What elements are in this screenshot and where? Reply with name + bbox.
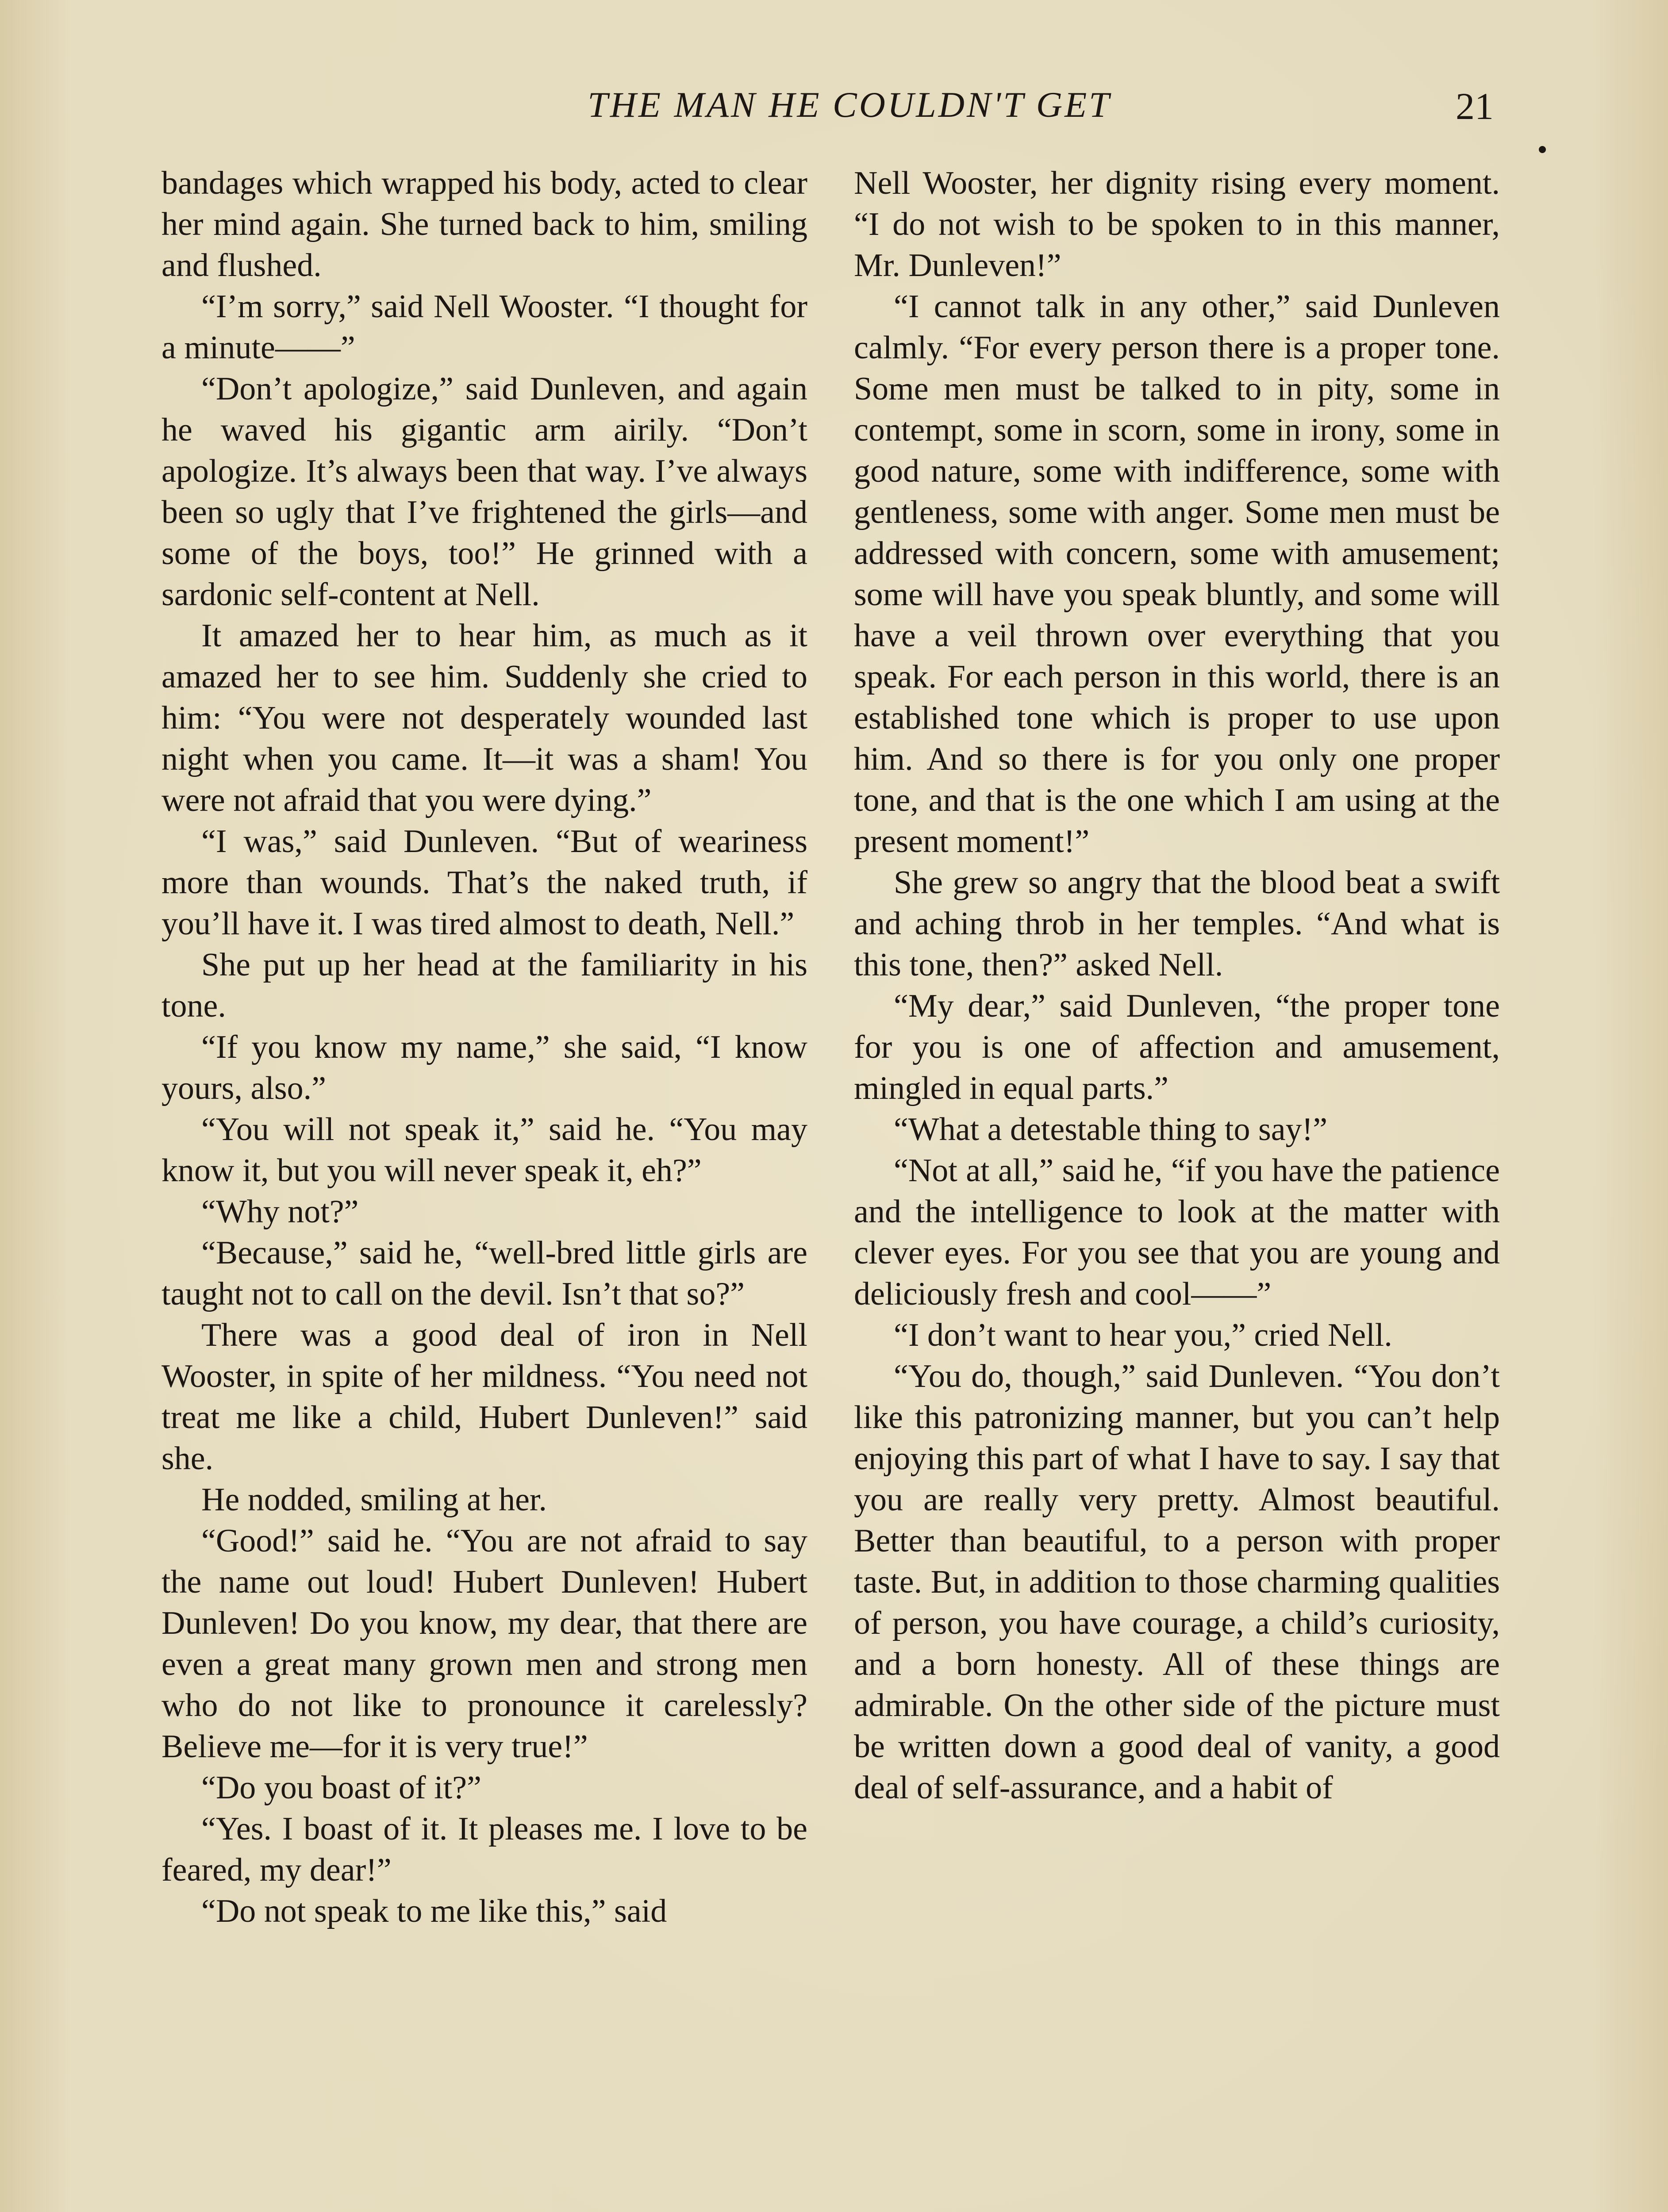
paragraph: “Why not?” — [201, 1194, 359, 1230]
paragraph: “If you know my name,” she said, “I know yours, also.” — [161, 1029, 807, 1106]
paragraph: “Good!” said he. “You are not afraid to say the name out loud! Hubert Dunleven! Hubert Dunleven! Do you know, my dear, that there are even a great many grown men and strong men who do not like to pronounce it carelessly? Believe me—for it is very true!” — [161, 1523, 807, 1765]
paragraph: “Not at all,” said he, “if you have the patience and the intelligence to look at the matter with clever eyes. For you see that you are young and deliciously fresh and cool——” — [854, 1152, 1500, 1312]
paragraph: bandages which wrapped his body, acted to clear her mind again. She turned back to him, smiling and flushed. — [161, 165, 807, 284]
paragraph: “I’m sorry,” said Nell Wooster. “I thought for a minute——” — [161, 288, 807, 366]
paragraph: “What a detestable thing to say!” — [894, 1111, 1328, 1148]
paragraph: “Don’t apologize,” said Dunleven, and again he waved his gigantic arm airily. “Don’t apologize. It’s always been that way. I’ve always been so ugly that I’ve frightened the girls—and some of the boys, too!” He grinned with a sardonic self-content at Nell. — [161, 371, 807, 613]
paragraph: “My dear,” said Dunleven, “the proper tone for you is one of affection and amusement, mingled in equal parts.” — [854, 988, 1500, 1106]
paragraph: Nell Wooster, her dignity rising every moment. “I do not wish to be spoken to in this manner, Mr. Dunleven!” — [854, 165, 1500, 284]
running-head-title: THE MAN HE COULDN'T GET — [588, 84, 1111, 125]
left-column — [161, 163, 807, 1932]
paragraph: It amazed her to hear him, as much as it amazed her to see him. Suddenly she cried to him: “You were not desperately wounded last night when you came. It—it was a sham! You were not afraid that you were dying.” — [161, 618, 807, 818]
ink-speck — [1539, 146, 1546, 153]
paragraph: “Do you boast of it?” — [201, 1770, 481, 1806]
right-column — [854, 163, 1500, 1809]
paragraph: He nodded, smiling at her. — [201, 1482, 547, 1518]
paragraph: She grew so angry that the blood beat a swift and aching throb in her temples. “And what is this tone, then?” asked Nell. — [854, 864, 1500, 983]
page-number: 21 — [1456, 85, 1494, 127]
paragraph: “Because,” said he, “well-bred little girls are taught not to call on the devil. Isn’t that so?” — [161, 1235, 807, 1312]
paragraph: “I don’t want to hear you,” cried Nell. — [894, 1317, 1392, 1353]
paragraph: “Yes. I boast of it. It pleases me. I love to be feared, my dear!” — [161, 1811, 807, 1888]
paragraph: “You will not speak it,” said he. “You may know it, but you will never speak it, eh?” — [161, 1111, 807, 1189]
paragraph: “I cannot talk in any other,” said Dunleven calmly. “For every person there is a proper tone. Some men must be talked to in pity, some in contempt, some in scorn, some in irony, some in good nature, some with indifference, some with gentleness, some with anger. Some men must be addressed with concern, some with amusement; some will have you speak bluntly, and some will have a veil thrown over everything that you speak. For each person in this world, there is an established tone which is proper to use upon him. And so there is for you only one proper tone, and that is the one which I am using at the present moment!” — [854, 288, 1500, 860]
paragraph: There was a good deal of iron in Nell Wooster, in spite of her mildness. “You need not treat me like a child, Hubert Dunleven!” said she. — [161, 1317, 807, 1477]
paragraph: “Do not speak to me like this,” said — [201, 1893, 667, 1929]
paragraph: She put up her head at the familiarity in his tone. — [161, 947, 807, 1024]
paragraph: “I was,” said Dunleven. “But of weariness more than wounds. That’s the naked truth, if you’ll have it. I was tired almost to death, Nell.” — [161, 823, 807, 942]
paragraph: “You do, though,” said Dunleven. “You don’t like this patronizing manner, but you can’t help enjoying this part of what I have to say. I say that you are really very pretty. Almost beautiful. Better than beautiful, to a person with proper taste. But, in addition to those charming qualities of person, you have courage, a child’s curiosity, and a born honesty. All of these things are admirable. On the other side of the picture must be written down a good deal of vanity, a good deal of self-assurance, and a habit of — [854, 1358, 1500, 1806]
